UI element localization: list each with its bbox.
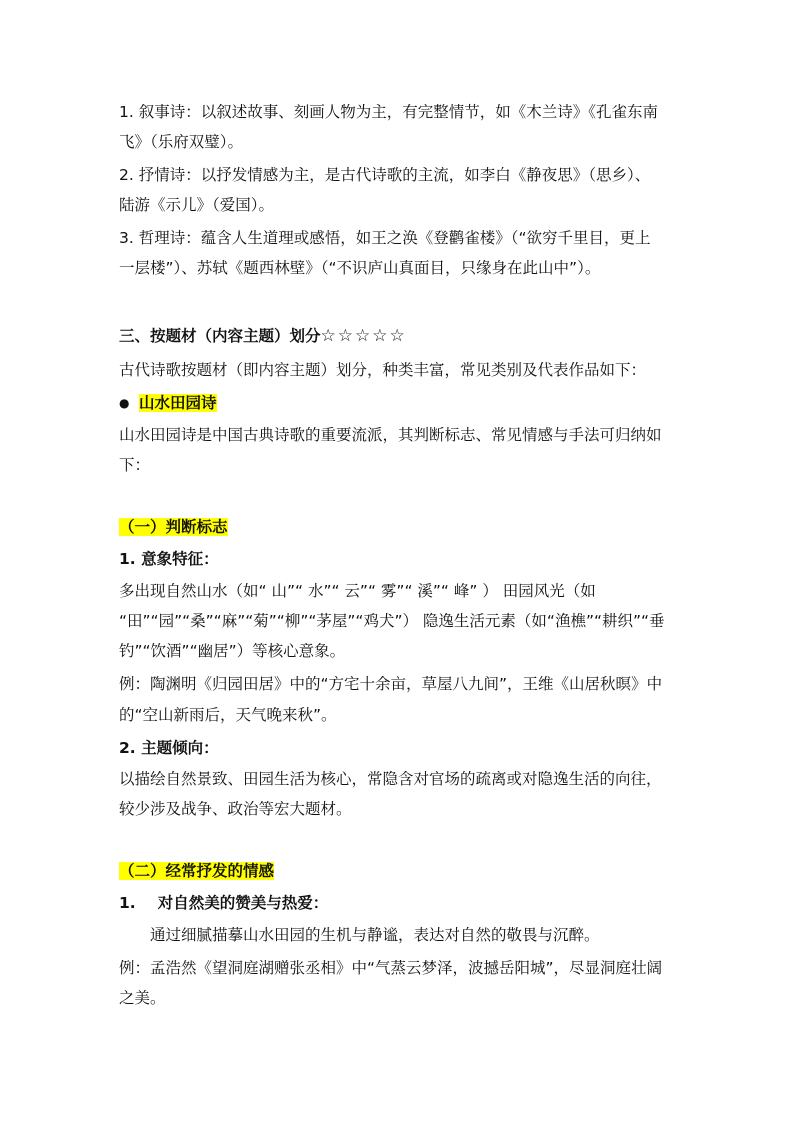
text-line: 较少涉及战争、政治等宏大题材。 [119, 800, 352, 818]
text-line: 陆游《示儿》（爱国）。 [119, 196, 275, 214]
text-line: 1. 叙事诗：以叙述故事、刻画人物为主，有完整情节，如《木兰诗》《孔雀东南 [119, 103, 658, 121]
text-line: 的“空山新雨后，天气晚来秋”。 [119, 706, 337, 724]
text-line: 多出现自然山水（如“ 山”“ 水”“ 云”“ 雾”“ 溪”“ 峰” ） 田园风光（如 [119, 582, 596, 600]
sub-heading: 1. 对自然美的赞美与热爱： [119, 894, 329, 912]
bullet-item [119, 392, 689, 414]
text-line: 3. 哲理诗：蕴含人生道理或感悟，如王之涣《登鹳雀楼》（“欲穷千里目，更上 [119, 229, 651, 247]
text-line: 一层楼”）、苏轼《题西林壁》（“不识庐山真面目，只缘身在此山中”）。 [119, 259, 601, 277]
text-line: 例：孟浩然《望洞庭湖赠张丞相》中“气蒸云梦泽，波撼岳阳城”，尽显洞庭壮阔 [119, 959, 663, 977]
text-line: 古代诗歌按题材（即内容主题）划分，种类丰富，常见类别及代表作品如下： [119, 361, 647, 379]
subsection-heading: （一）判断标志 [119, 518, 228, 536]
text-line: 例：陶渊明《归园田居》中的“方宅十余亩，草屋八九间”，王维《山居秋暝》中 [119, 675, 663, 693]
text-line: “田”“园”“桑”“麻”“菊”“柳”“茅屋”“鸡犬”） 隐逸生活元素（如“渔樵”“耕织”“垂 [119, 612, 665, 630]
text-line: 之美。 [119, 989, 166, 1007]
section-heading [119, 325, 689, 347]
sub-heading: 2. 主题倾向： [119, 739, 219, 757]
text-line: 以描绘自然景致、田园生活为核心，常隐含对官场的疏离或对隐逸生活的向往， [119, 770, 662, 788]
bullet-icon: ● [119, 396, 130, 410]
text-line: 2. 抒情诗：以抒发情感为主，是古代诗歌的主流，如李白《静夜思》（思乡）、 [119, 166, 651, 184]
section-title: 三、按题材（内容主题）划分 [119, 327, 321, 345]
bullet-label: 山水田园诗 [139, 394, 217, 412]
rating-stars: ☆☆☆☆☆ [320, 326, 407, 346]
subsection-heading: （二）经常抒发的情感 [119, 862, 275, 880]
text-line: 通过细腻描摹山水田园的生机与静谧，表达对自然的敬畏与沉醉。 [150, 926, 600, 944]
text-line: 飞》（乐府双璧）。 [119, 133, 244, 151]
sub-heading: 1. 意象特征： [119, 550, 219, 568]
text-line: 钓”“饮酒”“幽居”）等核心意象。 [119, 642, 346, 660]
text-line: 下： [119, 456, 151, 474]
text-line: 山水田园诗是中国古典诗歌的重要流派，其判断标志、常见情感与手法可归纳如 [119, 426, 662, 444]
